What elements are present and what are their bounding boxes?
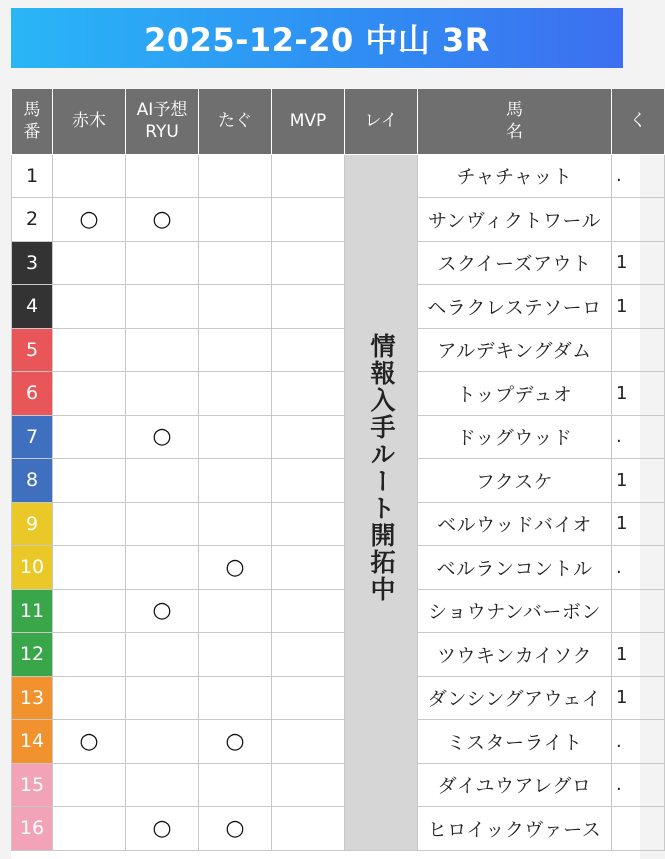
header-horse-name: 馬 名: [418, 89, 612, 154]
table-row: [12, 633, 665, 677]
tagu-mark-cell: [199, 241, 272, 285]
race-title-banner: [11, 8, 623, 68]
header-extra: く: [612, 89, 665, 154]
mvp-mark-cell: [272, 763, 345, 807]
header-ai-ryu: AI予想 RYU: [126, 89, 199, 154]
akagi-mark-cell: ○: [53, 720, 126, 764]
ai-mark-cell: ○: [126, 589, 199, 633]
ai-mark-cell: ○: [126, 807, 199, 851]
table-header-row: [12, 89, 665, 154]
table-row: [12, 372, 665, 416]
extra-cell: 1: [612, 459, 665, 503]
horse-name-cell: ショウナンバーボン: [418, 589, 612, 633]
tagu-mark-cell: [199, 372, 272, 416]
extra-cell: 1: [612, 633, 665, 677]
horse-name-cell: チャチャット: [418, 154, 612, 198]
horse-number-cell: 7: [12, 415, 53, 459]
horse-number-cell: 12: [12, 633, 53, 677]
horse-number-cell: 16: [12, 807, 53, 851]
tagu-mark-cell: [199, 154, 272, 198]
tagu-mark-cell: [199, 198, 272, 242]
mvp-mark-cell: [272, 285, 345, 329]
extra-cell: .: [612, 720, 665, 764]
tagu-mark-cell: [199, 459, 272, 503]
tagu-mark-cell: ○: [199, 546, 272, 590]
mvp-mark-cell: [272, 676, 345, 720]
extra-cell: .: [612, 763, 665, 807]
akagi-mark-cell: [53, 807, 126, 851]
akagi-mark-cell: [53, 676, 126, 720]
horse-number-cell: 13: [12, 676, 53, 720]
rei-note-text: 情報入手ルート開拓中: [367, 332, 396, 603]
ai-mark-cell: [126, 546, 199, 590]
horse-name-cell: ミスターライト: [418, 720, 612, 764]
horse-name-cell: ダイユウアレグロ: [418, 763, 612, 807]
table-row: [12, 720, 665, 764]
akagi-mark-cell: [53, 589, 126, 633]
ai-mark-cell: [126, 328, 199, 372]
table-row: [12, 415, 665, 459]
akagi-mark-cell: [53, 154, 126, 198]
extra-cell: 1: [612, 676, 665, 720]
extra-cell: [612, 807, 665, 851]
tagu-mark-cell: [199, 285, 272, 329]
mvp-mark-cell: [272, 459, 345, 503]
tagu-mark-cell: [199, 589, 272, 633]
tagu-mark-cell: [199, 415, 272, 459]
ai-mark-cell: [126, 633, 199, 677]
extra-cell: [612, 328, 665, 372]
tagu-mark-cell: ○: [199, 720, 272, 764]
header-horse-number: 馬 番: [12, 89, 53, 154]
race-title: 2025-12-20 中山 3R: [144, 21, 490, 59]
mvp-mark-cell: [272, 720, 345, 764]
extra-cell: 1: [612, 241, 665, 285]
mvp-mark-cell: [272, 328, 345, 372]
horse-name-cell: スクイーズアウト: [418, 241, 612, 285]
ai-mark-cell: [126, 676, 199, 720]
horse-number-cell: 2: [12, 198, 53, 242]
table-row: [12, 241, 665, 285]
header-rei: レイ: [345, 89, 418, 154]
extra-cell: .: [612, 154, 665, 198]
akagi-mark-cell: ○: [53, 198, 126, 242]
tagu-mark-cell: [199, 328, 272, 372]
table-row: [12, 807, 665, 851]
horse-name-cell: フクスケ: [418, 459, 612, 503]
ai-mark-cell: ○: [126, 198, 199, 242]
horse-name-cell: ベルランコントル: [418, 546, 612, 590]
horse-name-cell: ダンシングアウェイ: [418, 676, 612, 720]
mvp-mark-cell: [272, 415, 345, 459]
mvp-mark-cell: [272, 546, 345, 590]
extra-cell: [612, 198, 665, 242]
horse-name-cell: アルデキングダム: [418, 328, 612, 372]
ai-mark-cell: [126, 154, 199, 198]
horse-number-cell: 9: [12, 502, 53, 546]
horse-number-cell: 1: [12, 154, 53, 198]
horse-name-cell: ツウキンカイソク: [418, 633, 612, 677]
horse-name-cell: ヒロイックヴァース: [418, 807, 612, 851]
extra-cell: .: [612, 546, 665, 590]
ai-mark-cell: [126, 372, 199, 416]
horse-number-cell: 8: [12, 459, 53, 503]
mvp-mark-cell: [272, 241, 345, 285]
horse-number-cell: 10: [12, 546, 53, 590]
ai-mark-cell: [126, 241, 199, 285]
ai-mark-cell: [126, 502, 199, 546]
akagi-mark-cell: [53, 502, 126, 546]
header-tagu: たぐ: [199, 89, 272, 154]
horse-name-cell: ベルウッドバイオ: [418, 502, 612, 546]
table-row: [12, 502, 665, 546]
extra-cell: 1: [612, 502, 665, 546]
table-row: [12, 546, 665, 590]
prediction-table: [11, 89, 665, 851]
table-row: [12, 676, 665, 720]
horse-number-cell: 5: [12, 328, 53, 372]
ai-mark-cell: [126, 720, 199, 764]
rei-column-note: [345, 154, 418, 850]
extra-cell: 1: [612, 285, 665, 329]
horse-number-cell: 3: [12, 241, 53, 285]
akagi-mark-cell: [53, 328, 126, 372]
mvp-mark-cell: [272, 633, 345, 677]
table-row: [12, 154, 665, 198]
akagi-mark-cell: [53, 415, 126, 459]
header-mvp: MVP: [272, 89, 345, 154]
horse-name-cell: ヘラクレステソーロ: [418, 285, 612, 329]
akagi-mark-cell: [53, 459, 126, 503]
table-row: [12, 589, 665, 633]
mvp-mark-cell: [272, 807, 345, 851]
akagi-mark-cell: [53, 372, 126, 416]
akagi-mark-cell: [53, 241, 126, 285]
horse-number-cell: 4: [12, 285, 53, 329]
akagi-mark-cell: [53, 546, 126, 590]
tagu-mark-cell: [199, 763, 272, 807]
table-row: [12, 328, 665, 372]
mvp-mark-cell: [272, 502, 345, 546]
table-row: [12, 285, 665, 329]
tagu-mark-cell: [199, 633, 272, 677]
horse-number-cell: 15: [12, 763, 53, 807]
tagu-mark-cell: ○: [199, 807, 272, 851]
table-row: [12, 763, 665, 807]
extra-cell: 1: [612, 372, 665, 416]
table-row: [12, 198, 665, 242]
mvp-mark-cell: [272, 198, 345, 242]
horse-number-cell: 14: [12, 720, 53, 764]
mvp-mark-cell: [272, 154, 345, 198]
tagu-mark-cell: [199, 676, 272, 720]
horse-name-cell: ドッグウッド: [418, 415, 612, 459]
extra-cell: [612, 589, 665, 633]
akagi-mark-cell: [53, 285, 126, 329]
tagu-mark-cell: [199, 502, 272, 546]
horse-name-cell: トップデュオ: [418, 372, 612, 416]
horse-name-cell: サンヴィクトワール: [418, 198, 612, 242]
ai-mark-cell: [126, 285, 199, 329]
mvp-mark-cell: [272, 372, 345, 416]
prediction-table-container[interactable]: [11, 89, 647, 859]
table-row: [12, 459, 665, 503]
mvp-mark-cell: [272, 589, 345, 633]
horse-number-cell: 11: [12, 589, 53, 633]
akagi-mark-cell: [53, 633, 126, 677]
ai-mark-cell: [126, 763, 199, 807]
ai-mark-cell: ○: [126, 415, 199, 459]
ai-mark-cell: [126, 459, 199, 503]
akagi-mark-cell: [53, 763, 126, 807]
header-akagi: 赤木: [53, 89, 126, 154]
horse-number-cell: 6: [12, 372, 53, 416]
extra-cell: .: [612, 415, 665, 459]
